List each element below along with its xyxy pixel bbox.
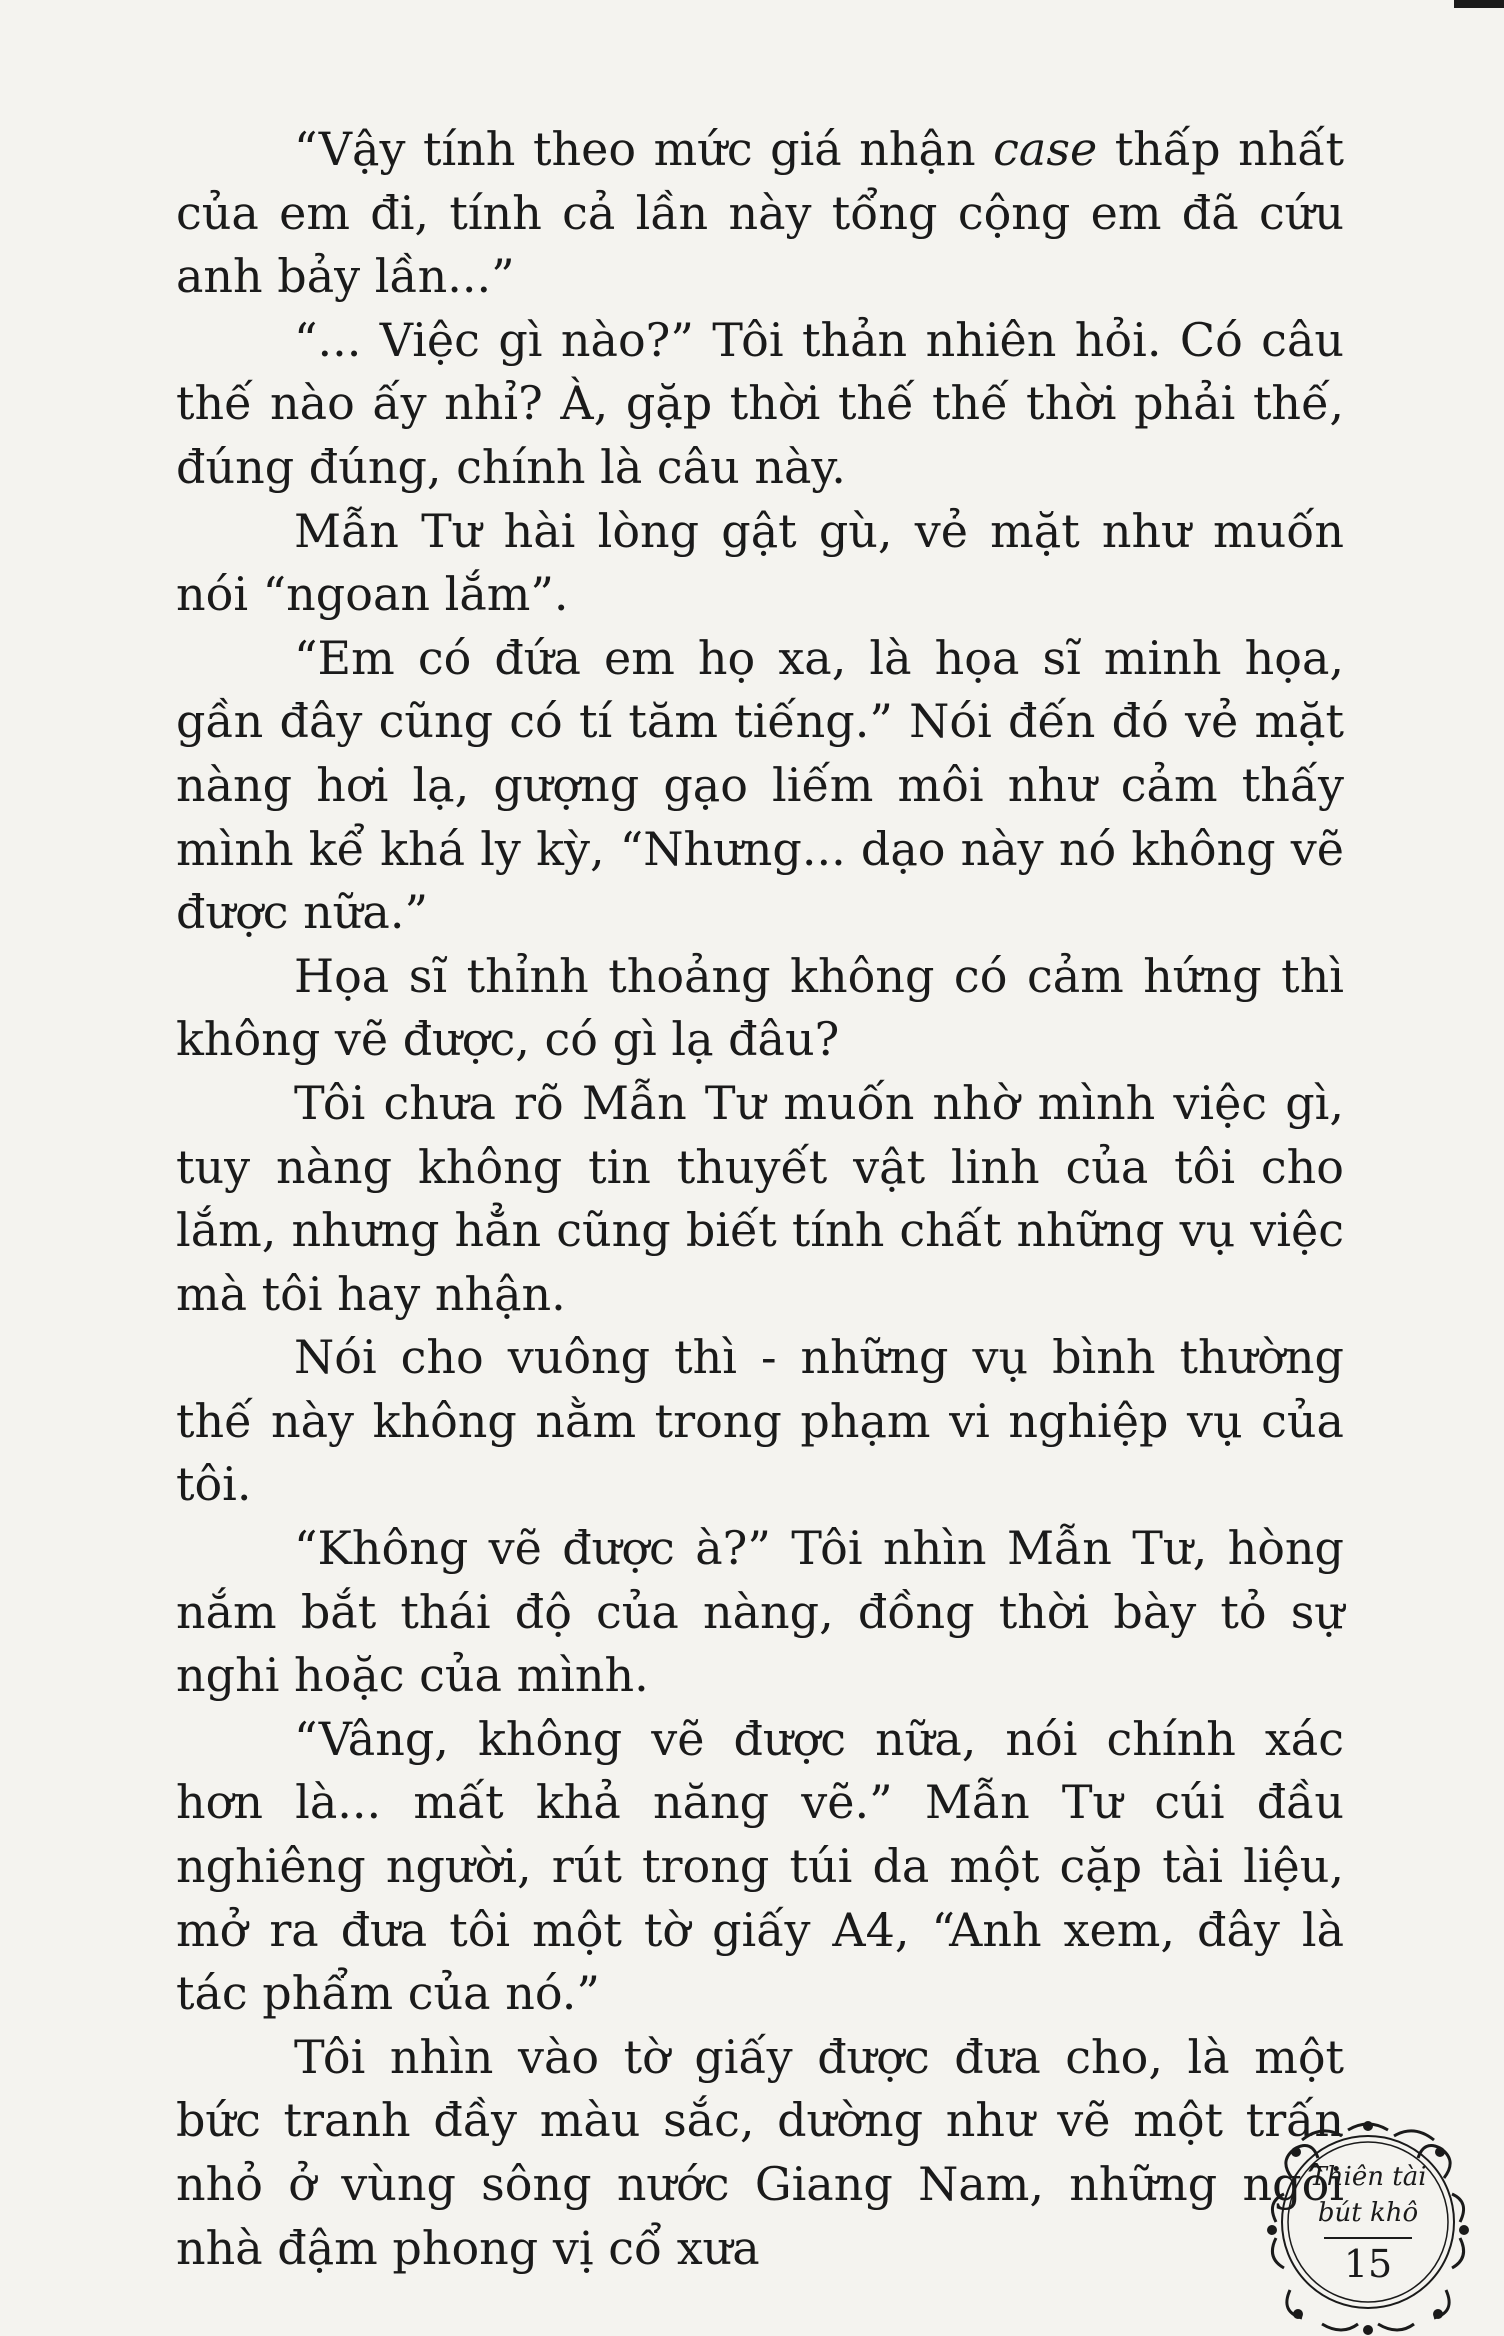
scan-edge-mark [1454, 0, 1504, 8]
text-run: “Em có đứa em họ xa, là họa sĩ minh họa, gần đây cũng có tí tăm tiếng.” Nói đến đó vẻ mặt nàng hơi lạ, gượng gạo liếm môi như cảm thấy mình kể khá ly kỳ, “Nhưng... dạo này nó không vẽ được nữa.” [176, 630, 1344, 940]
paragraph [176, 1708, 1344, 2026]
paragraph [176, 2026, 1344, 2280]
paragraph [176, 500, 1344, 627]
body-text [176, 118, 1344, 2280]
paragraph [176, 945, 1344, 1072]
text-run: Tôi chưa rõ Mẫn Tư muốn nhờ mình việc gì, tuy nàng không tin thuyết vật linh của tôi cho lắm, nhưng hẳn cũng biết tính chất những vụ việc mà tôi hay nhận. [176, 1075, 1344, 1321]
text-run: Nói cho vuông thì - những vụ bình thường thế này không nằm trong phạm vi nghiệp vụ của tôi. [176, 1330, 1344, 1512]
text-run: Tôi nhìn vào tờ giấy được đưa cho, là một bức tranh đầy màu sắc, dường như vẽ một trấn nhỏ ở vùng sông nước Giang Nam, những ngôi nhà đậm phong vị cổ xưa [176, 2029, 1344, 2275]
book-title-line-2: bút khô [1317, 2198, 1419, 2228]
paragraph [176, 309, 1344, 500]
paragraph [176, 627, 1344, 945]
book-title-line-1: Thiên tài [1309, 2162, 1427, 2192]
paragraph [176, 1517, 1344, 1708]
text-run: “Vâng, không vẽ được nữa, nói chính xác hơn là... mất khả năng vẽ.” Mẫn Tư cúi đầu nghiêng người, rút trong túi da một cặp tài liệu, mở ra đưa tôi một tờ giấy A4, “Anh xem, đây là tác phẩm của nó.” [176, 1711, 1344, 2021]
text-run: “... Việc gì nào?” Tôi thản nhiên hỏi. Có câu thế nào ấy nhỉ? À, gặp thời thế thế thời phải thế, đúng đúng, chính là câu này. [176, 312, 1344, 494]
text-run: Mẫn Tư hài lòng gật gù, vẻ mặt như muốn nói “ngoan lắm”. [176, 503, 1344, 622]
text-run: Họa sĩ thỉnh thoảng không có cảm hứng thì không vẽ được, có gì lạ đâu? [176, 948, 1344, 1067]
italic-term: case [993, 122, 1098, 176]
text-run: “Vậy tính theo mức giá nhận [294, 122, 994, 176]
paragraph [176, 118, 1344, 309]
paragraph [176, 1326, 1344, 1517]
text-run: “Không vẽ được à?” Tôi nhìn Mẫn Tư, hòng nắm bắt thái độ của nàng, đồng thời bày tỏ sự nghi hoặc của mình. [176, 1521, 1344, 1703]
paragraph [176, 1072, 1344, 1326]
page-number: 15 [1343, 2242, 1393, 2286]
text-run: thấp nhất của em đi, tính cả lần này tổng cộng em đã cứu anh bảy lần...” [176, 122, 1344, 304]
page-ornament [1262, 2118, 1474, 2336]
